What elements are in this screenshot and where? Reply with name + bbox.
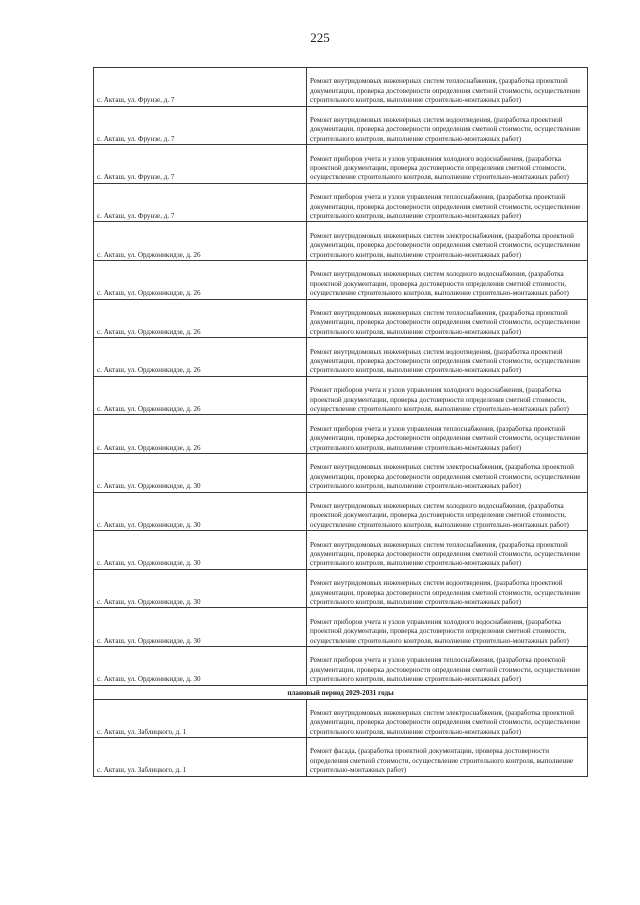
work-description-cell: Ремонт приборов учета и узлов управления холодного водоснабжения, (разработка проектной документации, проверка достоверности определения сметной стоимости, осуществление строительного контроля, выполнение строительно-монтажных работ) [307,145,588,184]
address-cell: с. Акташ, ул. Орджоникидзе, д. 26 [94,415,307,454]
work-description-cell: Ремонт внутридомовых инженерных систем теплоснабжения, (разработка проектной документации, проверка достоверности определения сметной стоимости, осуществление строительного контроля, выполнение строительно-монтажных работ) [307,531,588,570]
address-cell: с. Акташ, ул. Орджоникидзе, д. 30 [94,569,307,608]
work-description-cell: Ремонт приборов учета и узлов управления теплоснабжения, (разработка проектной документации, проверка достоверности определения сметной стоимости, осуществление строительного контроля, выполнение строительно-монтажных работ) [307,183,588,222]
work-description-cell: Ремонт внутридомовых инженерных систем холодного водоснабжения, (разработка проектной документации, проверка достоверности определения сметной стоимости, осуществление строительного контроля, выполнение строительно-монтажных работ) [307,492,588,531]
work-description-cell: Ремонт внутридомовых инженерных систем электроснабжения, (разработка проектной документации, проверка достоверности определения сметной стоимости, осуществление строительного контроля, выполнение строительно-монтажных работ) [307,222,588,261]
work-description-cell: Ремонт приборов учета и узлов управления теплоснабжения, (разработка проектной документации, проверка достоверности определения сметной стоимости, осуществление строительного контроля, выполнение строительно-монтажных работ) [307,646,588,685]
work-description-cell: Ремонт приборов учета и узлов управления холодного водоснабжения, (разработка проектной документации, проверка достоверности определения сметной стоимости, осуществление строительного контроля, выполнение строительно-монтажных работ) [307,608,588,647]
table-row [94,106,588,145]
table-row [94,569,588,608]
section-title: плановый период 2029-2031 годы [94,685,588,699]
address-cell: с. Акташ, ул. Орджоникидзе, д. 26 [94,376,307,415]
table-row [94,338,588,377]
address-cell: с. Акташ, ул. Фрунзе, д. 7 [94,145,307,184]
table-row [94,531,588,570]
address-cell: с. Акташ, ул. Орджоникидзе, д. 30 [94,646,307,685]
table-row [94,376,588,415]
address-cell: с. Акташ, ул. Орджоникидзе, д. 26 [94,260,307,299]
work-description-cell: Ремонт внутридомовых инженерных систем электроснабжения, (разработка проектной документации, проверка достоверности определения сметной стоимости, осуществление строительного контроля, выполнение строительно-монтажных работ) [307,699,588,738]
table-row [94,453,588,492]
work-description-cell: Ремонт внутридомовых инженерных систем водоотведения, (разработка проектной документации, проверка достоверности определения сметной стоимости, осуществление строительного контроля, выполнение строительно-монтажных работ) [307,338,588,377]
address-cell: с. Акташ, ул. Заблицкого, д. 1 [94,699,307,738]
address-cell: с. Акташ, ул. Орджоникидзе, д. 26 [94,222,307,261]
table-row [94,299,588,338]
work-description-cell: Ремонт внутридомовых инженерных систем теплоснабжения, (разработка проектной документации, проверка достоверности определения сметной стоимости, осуществление строительного контроля, выполнение строительно-монтажных работ) [307,68,588,107]
work-description-cell: Ремонт внутридомовых инженерных систем электроснабжения, (разработка проектной документации, проверка достоверности определения сметной стоимости, осуществление строительного контроля, выполнение строительно-монтажных работ) [307,453,588,492]
table-row [94,68,588,107]
work-description-cell: Ремонт внутридомовых инженерных систем теплоснабжения, (разработка проектной документации, проверка достоверности определения сметной стоимости, осуществление строительного контроля, выполнение строительно-монтажных работ) [307,299,588,338]
table-row [94,260,588,299]
address-cell: с. Акташ, ул. Орджоникидзе, д. 30 [94,608,307,647]
work-description-cell: Ремонт приборов учета и узлов управления теплоснабжения, (разработка проектной документации, проверка достоверности определения сметной стоимости, осуществление строительного контроля, выполнение строительно-монтажных работ) [307,415,588,454]
table-row [94,492,588,531]
address-cell: с. Акташ, ул. Орджоникидзе, д. 26 [94,299,307,338]
table-row [94,183,588,222]
address-cell: с. Акташ, ул. Орджоникидзе, д. 30 [94,453,307,492]
address-cell: с. Акташ, ул. Фрунзе, д. 7 [94,183,307,222]
work-description-cell: Ремонт внутридомовых инженерных систем холодного водоснабжения, (разработка проектной документации, проверка достоверности определения сметной стоимости, осуществление строительного контроля, выполнение строительно-монтажных работ) [307,260,588,299]
address-cell: с. Акташ, ул. Орджоникидзе, д. 30 [94,492,307,531]
work-description-cell: Ремонт внутридомовых инженерных систем водоотведения, (разработка проектной документации, проверка достоверности определения сметной стоимости, осуществление строительного контроля, выполнение строительно-монтажных работ) [307,106,588,145]
section-row [94,685,588,699]
address-cell: с. Акташ, ул. Заблицкого, д. 1 [94,738,307,777]
table-row [94,646,588,685]
address-cell: с. Акташ, ул. Фрунзе, д. 7 [94,68,307,107]
table-row [94,415,588,454]
address-cell: с. Акташ, ул. Орджоникидзе, д. 26 [94,338,307,377]
works-table [93,67,588,777]
table-row [94,145,588,184]
table-row [94,699,588,738]
work-description-cell: Ремонт фасада, (разработка проектной документации, проверка достоверности определения сметной стоимости, осуществление строительного контроля, выполнение строительно-монтажных работ) [307,738,588,777]
table-row [94,222,588,261]
table-row [94,738,588,777]
page-number: 225 [310,30,330,45]
address-cell: с. Акташ, ул. Орджоникидзе, д. 30 [94,531,307,570]
work-description-cell: Ремонт внутридомовых инженерных систем водоотведения, (разработка проектной документации, проверка достоверности определения сметной стоимости, осуществление строительного контроля, выполнение строительно-монтажных работ) [307,569,588,608]
work-description-cell: Ремонт приборов учета и узлов управления холодного водоснабжения, (разработка проектной документации, проверка достоверности определения сметной стоимости, осуществление строительного контроля, выполнение строительно-монтажных работ) [307,376,588,415]
address-cell: с. Акташ, ул. Фрунзе, д. 7 [94,106,307,145]
table-row [94,608,588,647]
